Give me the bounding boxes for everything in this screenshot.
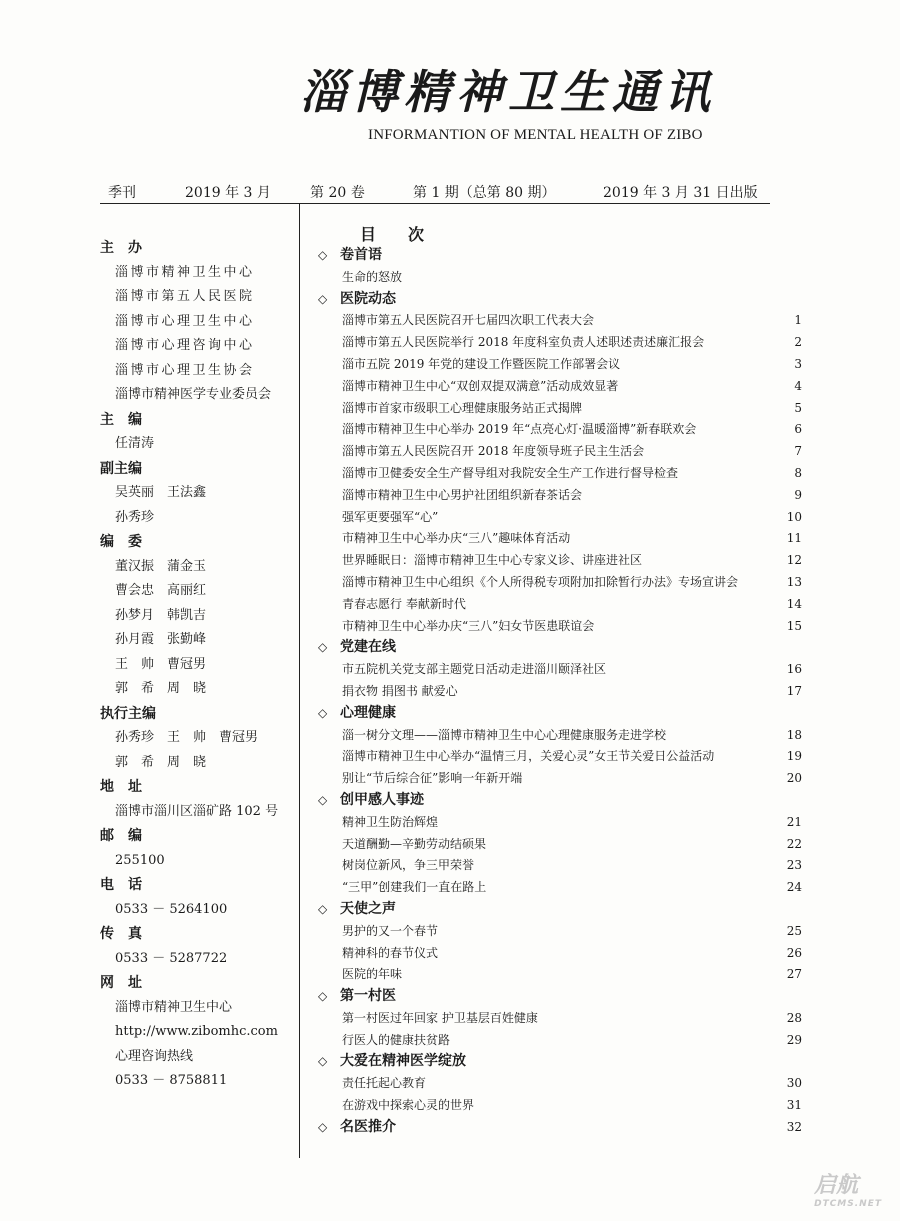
toc-entry-title: 淄博市精神卫生中心举办“温情三月，关爱心灵”女王节关爱日公益活动 bbox=[342, 749, 715, 764]
toc-section-heading bbox=[318, 637, 802, 659]
credit-line: 淄博市心理咨询中心 bbox=[115, 338, 255, 353]
toc-entry bbox=[318, 419, 802, 441]
toc-page-number: 21 bbox=[786, 814, 802, 829]
toc-page-number: 25 bbox=[786, 923, 802, 938]
toc-entry-title: 市精神卫生中心举办庆“三八”妇女节医患联谊会 bbox=[342, 618, 595, 633]
toc-entry-title: 世界睡眠日：淄博市精神卫生中心专家义诊、讲座进社区 bbox=[342, 553, 643, 568]
toc-entry bbox=[318, 921, 802, 943]
credit-line: 郭 希 周 晓 bbox=[115, 754, 207, 770]
toc-entry bbox=[318, 725, 802, 747]
toc-entry bbox=[318, 550, 802, 572]
toc-section-heading bbox=[318, 899, 802, 921]
toc-page-number: 23 bbox=[786, 858, 802, 873]
toc-entry bbox=[318, 834, 802, 856]
toc-page-number: 15 bbox=[786, 618, 802, 633]
credit-line: 孙秀珍 bbox=[115, 509, 155, 525]
diamond-icon: ◇ bbox=[318, 901, 328, 916]
toc-page-number: 28 bbox=[786, 1010, 802, 1025]
diamond-icon: ◇ bbox=[318, 640, 328, 655]
diamond-icon: ◇ bbox=[318, 248, 328, 262]
toc-page-number: 31 bbox=[786, 1098, 802, 1113]
toc-section-name: 名医推介 bbox=[340, 1118, 396, 1135]
toc-page-number: 3 bbox=[794, 356, 802, 371]
column-divider bbox=[299, 203, 300, 1158]
credit-heading: 地 址 bbox=[100, 779, 142, 795]
toc-entry bbox=[318, 463, 802, 485]
toc-entry-title: 生命的怒放 bbox=[342, 269, 403, 284]
toc-entry bbox=[318, 1095, 802, 1117]
toc-entry bbox=[318, 528, 802, 550]
toc-entry bbox=[318, 1008, 802, 1030]
diamond-icon: ◇ bbox=[318, 1119, 328, 1134]
credit-line: 淄博市淄川区淄矿路 102 号 bbox=[115, 803, 279, 819]
credit-heading: 编 委 bbox=[100, 534, 142, 550]
toc-section-name: 医院动态 bbox=[340, 290, 396, 307]
toc-section-name: 卷首语 bbox=[340, 247, 382, 263]
watermark-brand: 启航 bbox=[814, 1173, 859, 1198]
toc-entry bbox=[318, 572, 802, 594]
toc-page-number: 6 bbox=[794, 422, 802, 437]
credit-line: 孙秀珍 王 帅 曹冠男 bbox=[115, 730, 259, 745]
toc-entry bbox=[318, 616, 802, 638]
issue-number: 第 1 期（总第 80 期） bbox=[413, 185, 556, 201]
credit-heading: 传 真 bbox=[100, 926, 142, 942]
toc-entry-title: 天道酬勤—辛勤劳动结硕果 bbox=[342, 836, 487, 851]
toc-title: 目 次 bbox=[360, 225, 433, 244]
credit-line: 0533 － 5264100 bbox=[115, 901, 228, 917]
credit-line: 郭 希 周 晓 bbox=[115, 681, 207, 696]
toc-entry-title: 淄博市精神卫生中心“双创双提双满意”活动成效显著 bbox=[342, 378, 619, 393]
toc-page-number: 8 bbox=[794, 465, 802, 480]
toc-page-number: 11 bbox=[786, 531, 802, 546]
toc-entry bbox=[318, 398, 802, 420]
watermark-domain: DTCMS.NET bbox=[814, 1199, 882, 1209]
toc-section-name: 心理健康 bbox=[340, 704, 396, 721]
toc-page-number: 1 bbox=[794, 313, 802, 328]
toc-section-heading bbox=[318, 986, 802, 1008]
credit-line: 淄博市精神卫生中心 bbox=[115, 264, 255, 280]
toc-entry-title: “三甲”创建我们一直在路上 bbox=[342, 880, 487, 895]
toc-page-number: 5 bbox=[794, 400, 802, 415]
table-of-contents bbox=[318, 245, 802, 1139]
masthead-subtitle: INFORMANTION OF MENTAL HEALTH OF ZIBO bbox=[368, 127, 703, 143]
toc-entry-title: 别让“节后综合征”影响一年新开端 bbox=[342, 771, 523, 786]
toc-entry-title: 淄博市首家市级职工心理健康服务站正式揭牌 bbox=[342, 400, 583, 415]
toc-entry-title: 市五院机关党支部主题党日活动走进淄川颐泽社区 bbox=[342, 662, 607, 677]
toc-section-heading bbox=[318, 1051, 802, 1073]
toc-section-name: 党建在线 bbox=[340, 639, 396, 656]
toc-page-number: 2 bbox=[794, 335, 802, 350]
toc-entry-title: 男护的又一个春节 bbox=[342, 923, 439, 938]
toc-section-heading bbox=[318, 289, 802, 311]
toc-entry-title: 医院的年味 bbox=[342, 967, 403, 982]
diamond-icon: ◇ bbox=[318, 989, 328, 1004]
toc-page-number: 13 bbox=[786, 574, 802, 589]
credit-heading: 执行主编 bbox=[100, 705, 156, 722]
toc-page-number: 26 bbox=[786, 945, 802, 960]
credit-line: 曹会忠 高丽红 bbox=[115, 583, 207, 598]
toc-entry bbox=[318, 1030, 802, 1052]
toc-section-heading bbox=[318, 1117, 802, 1139]
masthead-credits bbox=[100, 236, 295, 1094]
credit-line: 孙梦月 韩凯吉 bbox=[115, 607, 207, 623]
toc-section-name: 天使之声 bbox=[340, 900, 396, 917]
credit-heading: 副主编 bbox=[100, 460, 142, 477]
toc-page-number: 19 bbox=[786, 749, 802, 764]
toc-page-number: 29 bbox=[786, 1032, 802, 1047]
credit-line: 吴英丽 王法鑫 bbox=[115, 485, 207, 500]
credit-line: 0533 － 8758811 bbox=[115, 1073, 228, 1088]
credit-heading: 主 办 bbox=[100, 240, 142, 256]
toc-entry-title: 市精神卫生中心举办庆“三八”趣味体育活动 bbox=[342, 531, 571, 546]
credit-line: 孙月霞 张勤峰 bbox=[115, 632, 207, 647]
credit-heading: 邮 编 bbox=[100, 828, 142, 844]
toc-section-name: 大爱在精神医学绽放 bbox=[340, 1053, 466, 1070]
credit-line: http://www.zibomhc.com bbox=[115, 1024, 278, 1039]
watermark-logo bbox=[814, 1168, 882, 1209]
credit-line: 淄博市心理卫生中心 bbox=[115, 313, 255, 329]
toc-entry bbox=[318, 354, 802, 376]
credit-line: 淄博市第五人民医院 bbox=[115, 289, 255, 304]
toc-page-number: 7 bbox=[794, 444, 802, 459]
toc-entry-title: 淄博市精神卫生中心举办 2019 年“点亮心灯·温暖淄博”新春联欢会 bbox=[342, 422, 697, 437]
toc-page-number: 16 bbox=[786, 662, 802, 677]
toc-entry-title: 精神科的春节仪式 bbox=[342, 945, 439, 960]
toc-entry bbox=[318, 943, 802, 965]
toc-entry bbox=[318, 332, 802, 354]
toc-page-number: 32 bbox=[786, 1119, 802, 1134]
header-rule bbox=[100, 203, 770, 204]
toc-section-name: 创甲感人事迹 bbox=[340, 791, 424, 808]
toc-entry bbox=[318, 746, 802, 768]
toc-page-number: 24 bbox=[786, 880, 802, 895]
volume: 第 20 卷 bbox=[310, 185, 365, 201]
diamond-icon: ◇ bbox=[318, 705, 328, 720]
toc-page-number: 10 bbox=[786, 509, 802, 524]
toc-entry-title: 责任托起心教育 bbox=[342, 1076, 427, 1091]
toc-entry bbox=[318, 507, 802, 529]
credit-line: 淄博市心理卫生协会 bbox=[115, 362, 255, 378]
toc-page-number: 22 bbox=[786, 836, 802, 851]
toc-page-number: 14 bbox=[786, 596, 802, 611]
toc-page-number: 30 bbox=[786, 1076, 802, 1091]
credit-line: 淄博市精神医学专业委员会 bbox=[115, 387, 272, 402]
toc-entry-title: 捐衣物 捐图书 献爱心 bbox=[342, 683, 458, 698]
toc-page-number: 20 bbox=[786, 771, 802, 786]
diamond-icon: ◇ bbox=[318, 792, 328, 807]
toc-entry-title: 淄市五院 2019 年党的建设工作暨医院工作部署会议 bbox=[342, 356, 621, 371]
published-date: 2019 年 3 月 31 日出版 bbox=[603, 185, 758, 201]
toc-section-heading bbox=[318, 790, 802, 812]
credit-heading: 主 编 bbox=[100, 411, 142, 428]
toc-page-number: 9 bbox=[794, 487, 802, 502]
toc-entry-title: 淄博市精神卫生中心组织《个人所得税专项附加扣除暂行办法》专场宣讲会 bbox=[342, 574, 739, 589]
diamond-icon: ◇ bbox=[318, 1054, 328, 1069]
toc-section-heading bbox=[318, 245, 802, 267]
toc-entry bbox=[318, 485, 802, 507]
toc-page-number: 4 bbox=[794, 378, 802, 393]
toc-entry-title: 在游戏中探索心灵的世界 bbox=[342, 1098, 475, 1113]
credit-line: 255100 bbox=[115, 852, 165, 868]
toc-entry bbox=[318, 441, 802, 463]
toc-entry-title: 淄博市第五人民医院召开 2018 年度领导班子民主生活会 bbox=[342, 444, 645, 459]
credit-line: 0533 － 5287722 bbox=[115, 950, 228, 966]
toc-entry bbox=[318, 877, 802, 899]
toc-entry bbox=[318, 768, 802, 790]
masthead-title: 淄博精神卫生通讯 bbox=[300, 65, 716, 119]
toc-entry-title: 淄博市第五人民医院召开七届四次职工代表大会 bbox=[342, 313, 595, 328]
issue-info-bar bbox=[100, 178, 770, 202]
toc-entry-title: 第一村医过年回家 护卫基层百姓健康 bbox=[342, 1010, 538, 1025]
toc-entry-title: 淄博市精神卫生中心男护社团组织新春茶话会 bbox=[342, 487, 583, 502]
toc-page-number: 27 bbox=[786, 967, 802, 982]
publication-date: 2019 年 3 月 bbox=[185, 185, 271, 201]
credit-heading: 电 话 bbox=[100, 877, 142, 893]
toc-section-name: 第一村医 bbox=[340, 988, 396, 1005]
toc-entry bbox=[318, 1073, 802, 1095]
toc-entry bbox=[318, 681, 802, 703]
toc-entry-title: 淄博市卫健委安全生产督导组对我院安全生产工作进行督导检查 bbox=[342, 465, 679, 480]
toc-entry bbox=[318, 964, 802, 986]
toc-page-number: 12 bbox=[786, 553, 802, 568]
diamond-icon: ◇ bbox=[318, 291, 328, 306]
toc-page-number: 17 bbox=[786, 683, 802, 698]
toc-section-heading bbox=[318, 703, 802, 725]
credit-heading: 网 址 bbox=[100, 975, 142, 991]
toc-entry-title: 精神卫生防治辉煌 bbox=[342, 814, 439, 829]
toc-entry-title: 淄博市第五人民医院举行 2018 年度科室负责人述职述责述廉汇报会 bbox=[342, 335, 705, 350]
toc-entry-title: 青春志愿行 奉献新时代 bbox=[342, 596, 466, 611]
credit-line: 王 帅 曹冠男 bbox=[115, 656, 207, 672]
credit-line: 任清涛 bbox=[115, 436, 155, 451]
toc-entry bbox=[318, 594, 802, 616]
toc-entry bbox=[318, 855, 802, 877]
toc-entry bbox=[318, 376, 802, 398]
toc-entry-title: 强军更要强军“心” bbox=[342, 509, 439, 524]
toc-entry-title: 树岗位新风，争三甲荣誉 bbox=[342, 858, 475, 873]
toc-page-number: 18 bbox=[786, 727, 802, 742]
toc-entry bbox=[318, 812, 802, 834]
publication-frequency: 季刊 bbox=[108, 185, 136, 201]
toc-entry-title: 行医人的健康扶贫路 bbox=[342, 1032, 451, 1047]
credit-line: 淄博市精神卫生中心 bbox=[115, 999, 233, 1015]
toc-entry-title: 淄一树分文理——淄博市精神卫生中心心理健康服务走进学校 bbox=[342, 727, 667, 742]
credit-line: 心理咨询热线 bbox=[115, 1048, 194, 1064]
toc-entry bbox=[318, 659, 802, 681]
toc-entry bbox=[318, 310, 802, 332]
credit-line: 董汉振 蒲金玉 bbox=[115, 558, 207, 574]
toc-entry bbox=[318, 267, 802, 289]
